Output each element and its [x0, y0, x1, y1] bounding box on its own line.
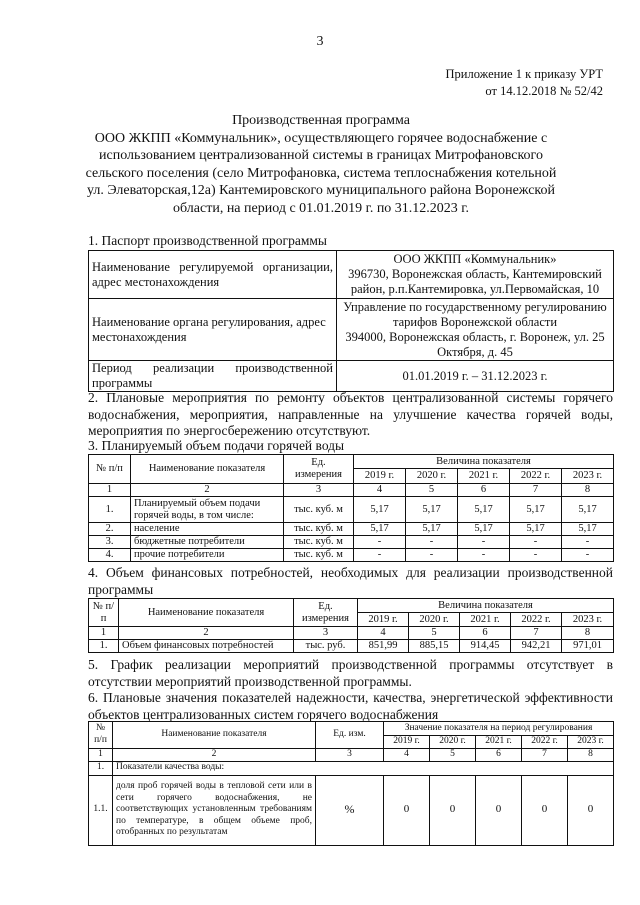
table-header-row [89, 599, 614, 613]
table-row [89, 523, 614, 536]
supply-volume-table [88, 454, 614, 562]
row-value: - [354, 549, 406, 562]
regulator-name: Управление по государственному регулированию тарифов Воронежской области [343, 299, 607, 329]
index-cell: 7 [522, 748, 568, 761]
row-unit: тыс. куб. м [284, 549, 354, 562]
passport-table [88, 250, 614, 392]
passport-label-org: Наименование регулируемой организации, адрес местонахождения [89, 251, 337, 299]
row-name: Планируемый объем подачи горячей воды, в том числе: [131, 497, 284, 523]
year-header: 2019 г. [354, 469, 406, 484]
index-cell: 6 [460, 627, 511, 640]
row-num: 3. [89, 536, 131, 549]
passport-row-regulator [89, 299, 614, 361]
row-value: 0 [430, 775, 476, 845]
title-line6: области, на период с 01.01.2019 г. по 31.12.2023 г. [173, 200, 469, 216]
year-header: 2022 г. [511, 613, 562, 627]
index-cell: 7 [510, 484, 562, 497]
row-unit: тыс. куб. м [284, 536, 354, 549]
passport-row-org [89, 251, 614, 299]
row-value: 5,17 [406, 497, 458, 523]
row-name: Объем финансовых потребностей [119, 640, 294, 653]
row-value: - [562, 536, 614, 549]
year-header: 2023 г. [562, 613, 614, 627]
row-name: население [131, 523, 284, 536]
row-num: 1.1. [89, 775, 113, 845]
index-cell: 3 [316, 748, 384, 761]
row-unit: % [316, 775, 384, 845]
row-value: 5,17 [354, 523, 406, 536]
row-name: доля проб горячей воды в тепловой сети или в сети горячего водоснабжения, не соответствующих установленным требованиям по температуре, в общем объеме проб, отобранных по результатам [113, 775, 316, 845]
col-name-header: Наименование показателя [119, 599, 294, 627]
index-cell: 1 [89, 748, 113, 761]
appendix-line2: от 14.12.2018 № 52/42 [485, 84, 603, 98]
year-header: 2022 г. [510, 469, 562, 484]
index-cell: 8 [562, 627, 614, 640]
table-header-row [89, 722, 614, 736]
row-unit: тыс. руб. [294, 640, 358, 653]
title-line5: ул. Элеваторская,12а) Кантемировского муниципального района Воронежской [86, 183, 556, 198]
org-address: 396730, Воронежская область, Кантемировский район, р.п.Кантемировка, ул.Первомайская, 10 [348, 267, 602, 296]
col-num-header: № п/п [89, 722, 113, 749]
year-header: 2019 г. [358, 613, 409, 627]
row-value: - [354, 536, 406, 549]
row-value: 5,17 [458, 497, 510, 523]
row-value: 5,17 [562, 523, 614, 536]
row-value: 0 [568, 775, 614, 845]
title-line4: сельского поселения (село Митрофановка, система теплоснабжения котельной [85, 165, 557, 181]
index-cell: 2 [113, 748, 316, 761]
index-cell: 2 [131, 484, 284, 497]
row-unit: тыс. куб. м [284, 523, 354, 536]
row-value: - [406, 549, 458, 562]
row-value: 0 [522, 775, 568, 845]
index-cell: 6 [458, 484, 510, 497]
row-num: 1. [89, 497, 131, 523]
row-value: 971,01 [562, 640, 614, 653]
appendix-line1: Приложение 1 к приказу УРТ [445, 67, 603, 81]
index-cell: 4 [354, 484, 406, 497]
appendix-note [446, 66, 604, 100]
title-line3: использованием централизованной системы в границах Митрофановского [99, 148, 543, 163]
col-num-header: № п/п [89, 455, 131, 484]
row-value: 0 [384, 775, 430, 845]
row-value: - [406, 536, 458, 549]
year-header: 2020 г. [430, 736, 476, 749]
section5-text: 5. График реализации мероприятий производственной программы отсутствует в отсутствии мероприятий производственной программы. [88, 657, 613, 689]
index-cell: 5 [406, 484, 458, 497]
row-value: 5,17 [562, 497, 614, 523]
row-value: 5,17 [458, 523, 510, 536]
index-cell: 6 [476, 748, 522, 761]
passport-value-org [337, 251, 614, 299]
row-num: 4. [89, 549, 131, 562]
passport-label-regulator: Наименование органа регулирования, адрес местонахождения [89, 299, 337, 361]
page-number: 3 [316, 34, 324, 49]
section3-heading: 3. Планируемый объем подачи горячей воды [88, 438, 345, 453]
col-value-header: Величина показателя [358, 599, 614, 613]
row-name: бюджетные потребители [131, 536, 284, 549]
group-name: Показатели качества воды: [113, 761, 614, 775]
index-cell: 2 [119, 627, 294, 640]
index-cell: 7 [511, 627, 562, 640]
row-value: - [562, 549, 614, 562]
index-cell: 3 [294, 627, 358, 640]
row-value: 5,17 [510, 497, 562, 523]
col-unit-header: Ед. измерения [294, 599, 358, 627]
table-row [89, 640, 614, 653]
col-num-header: № п/п [89, 599, 119, 627]
group-num: 1. [89, 761, 113, 775]
index-cell: 4 [384, 748, 430, 761]
row-value: - [510, 549, 562, 562]
col-name-header: Наименование показателя [113, 722, 316, 749]
table-index-row [89, 748, 614, 761]
index-cell: 3 [284, 484, 354, 497]
index-cell: 1 [89, 484, 131, 497]
index-cell: 8 [562, 484, 614, 497]
year-header: 2019 г. [384, 736, 430, 749]
row-value: 5,17 [354, 497, 406, 523]
row-value: 914,45 [460, 640, 511, 653]
index-cell: 8 [568, 748, 614, 761]
title-line2: ООО ЖКПП «Коммунальник», осуществляющего горячее водоснабжение с [94, 130, 548, 146]
year-header: 2021 г. [460, 613, 511, 627]
index-cell: 1 [89, 627, 119, 640]
table-row [89, 775, 614, 845]
index-cell: 5 [430, 748, 476, 761]
document-title [80, 112, 562, 217]
row-value: 851,99 [358, 640, 409, 653]
row-name: прочие потребители [131, 549, 284, 562]
row-value: 942,21 [511, 640, 562, 653]
title-line1: Производственная программа [232, 113, 410, 128]
table-index-row [89, 484, 614, 497]
row-value: 5,17 [510, 523, 562, 536]
col-value-header: Величина показателя [354, 455, 614, 469]
passport-label-period: Период реализации производственной программы [89, 361, 337, 392]
row-value: - [458, 536, 510, 549]
row-value: 885,15 [409, 640, 460, 653]
financial-needs-table [88, 598, 614, 653]
passport-row-period [89, 361, 614, 392]
year-header: 2020 г. [406, 469, 458, 484]
passport-value-regulator [337, 299, 614, 361]
table-index-row [89, 627, 614, 640]
index-cell: 5 [409, 627, 460, 640]
col-name-header: Наименование показателя [131, 455, 284, 484]
row-value: 0 [476, 775, 522, 845]
year-header: 2023 г. [562, 469, 614, 484]
table-header-row [89, 455, 614, 469]
year-header: 2020 г. [409, 613, 460, 627]
year-header: 2021 г. [458, 469, 510, 484]
org-name: ООО ЖКПП «Коммунальник» [393, 252, 557, 266]
row-value: 5,17 [406, 523, 458, 536]
col-value-header: Значение показателя на период регулирования [384, 722, 614, 736]
table-row [89, 536, 614, 549]
year-header: 2021 г. [476, 736, 522, 749]
year-header: 2023 г. [568, 736, 614, 749]
row-value: - [510, 536, 562, 549]
section4-heading: 4. Объем финансовых потребностей, необходимых для реализации производственной программы [88, 565, 613, 597]
reliability-indicators-table [88, 721, 614, 846]
section2-text: 2. Плановые мероприятия по ремонту объектов централизованной системы горячего водоснабжения, мероприятия, направленные на улучшение качества горячей воды, мероприятия по энергосбережению отсутствуют. [88, 390, 613, 438]
table-row [89, 549, 614, 562]
col-unit-header: Ед. измерения [284, 455, 354, 484]
regulator-address: 394000, Воронежская область, г. Воронеж, ул. 25 Октября, д. 45 [345, 329, 605, 359]
table-row [89, 497, 614, 523]
table-group-row [89, 761, 614, 775]
index-cell: 4 [358, 627, 409, 640]
year-header: 2022 г. [522, 736, 568, 749]
section6-heading: 6. Плановые значения показателей надежности, качества, энергетической эффективности объектов централизованных систем горячего водоснабжения [88, 690, 613, 722]
row-unit: тыс. куб. м [284, 497, 354, 523]
col-unit-header: Ед. изм. [316, 722, 384, 749]
passport-value-period: 01.01.2019 г. – 31.12.2023 г. [337, 361, 614, 392]
row-num: 2. [89, 523, 131, 536]
row-num: 1. [89, 640, 119, 653]
row-value: - [458, 549, 510, 562]
section1-heading: 1. Паспорт производственной программы [88, 233, 327, 248]
